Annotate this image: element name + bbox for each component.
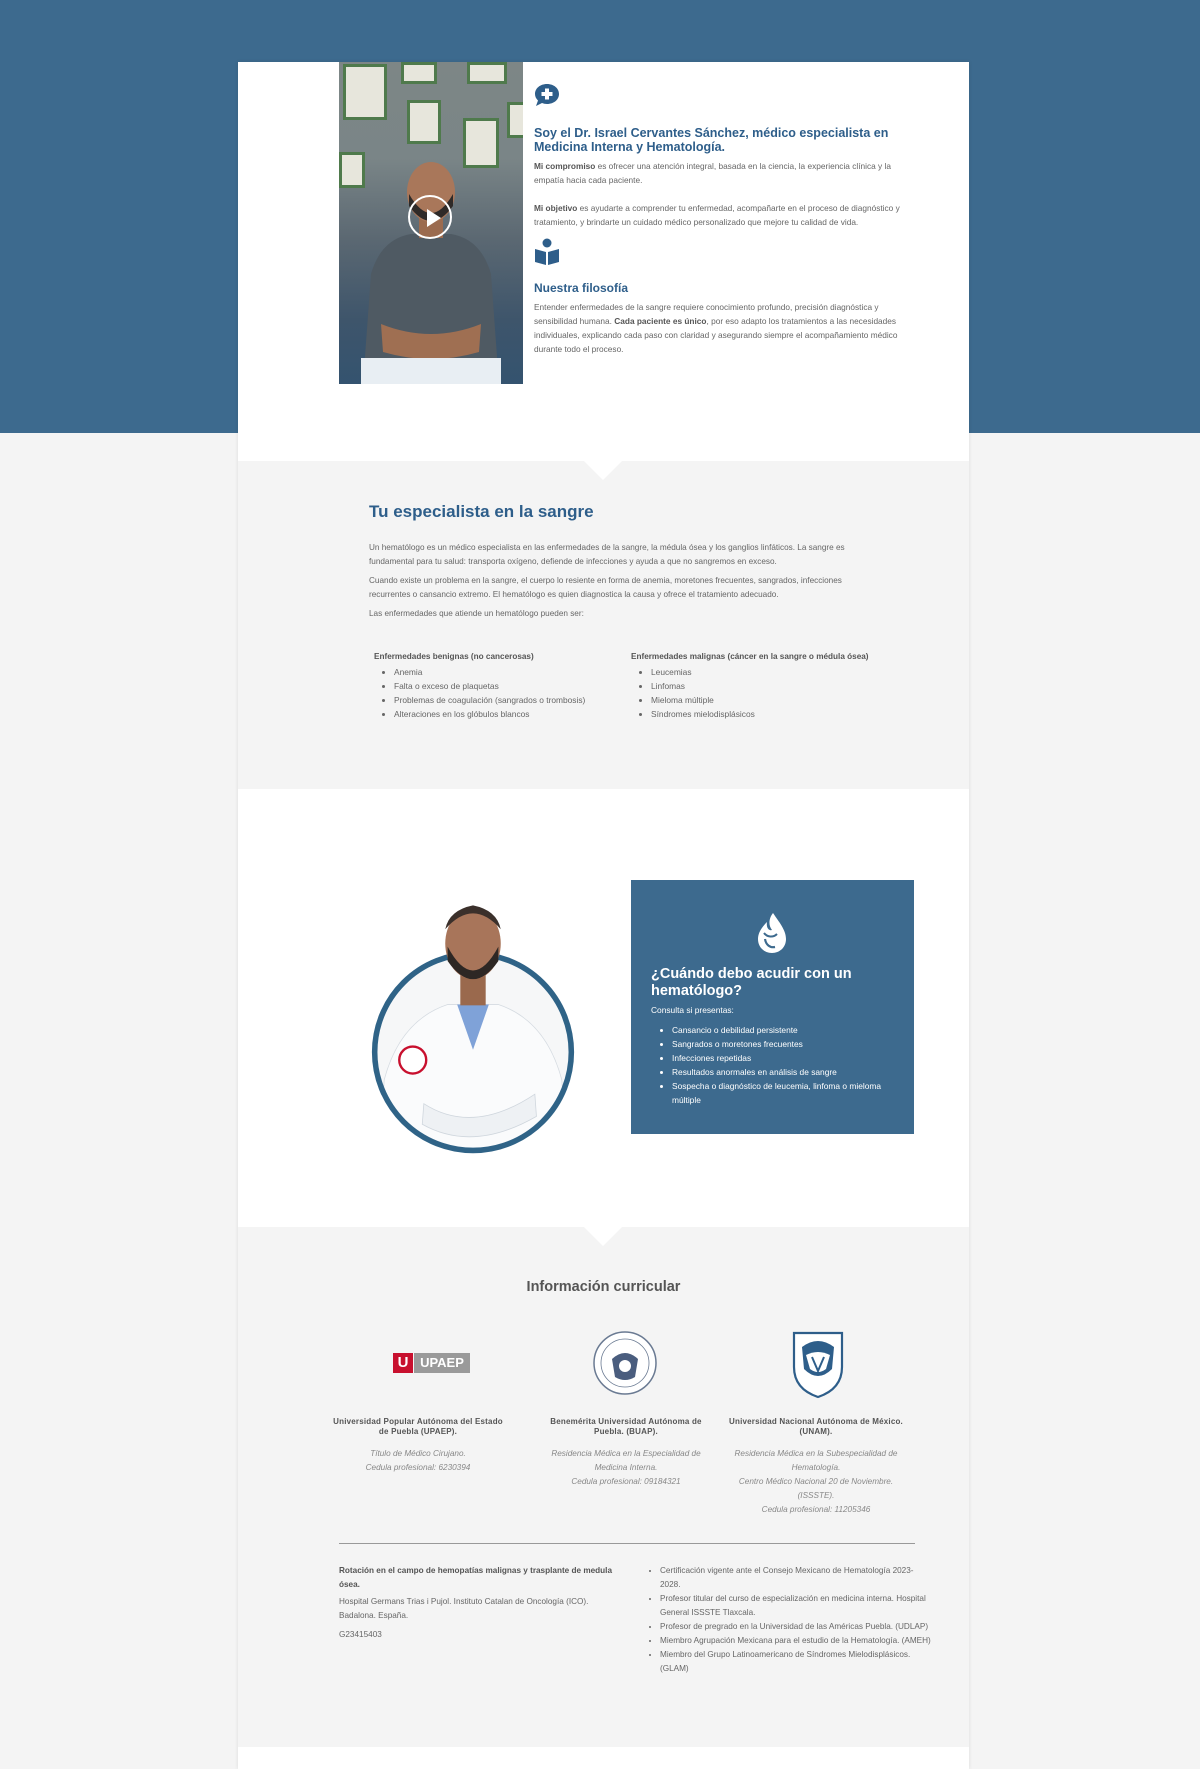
rotation-code: G23415403 <box>339 1630 382 1639</box>
hospital-text: Centro Médico Nacional 20 de Noviembre. (ISSSTE). <box>738 1477 894 1500</box>
list-item: • Profesor titular del curso de especialización en medicina interna. Hospital General ISSSTE Tlaxcala. <box>660 1592 932 1620</box>
book-reader-icon <box>534 238 560 266</box>
degree-text: Residencia Médica en la Subespecialidad de Hematología. <box>734 1449 898 1472</box>
university-name: Universidad Nacional Autónoma de México. (UNAM). <box>729 1417 903 1436</box>
philosophy-text: , por eso adapto los tratamientos a las necesidades individuales, explicando cada paso con claridad y asegurando siempre el acompañamiento médico durante todo el proceso. <box>534 316 898 354</box>
philosophy-paragraph <box>534 300 914 356</box>
list-item: • Certificación vigente ante el Consejo Mexicano de Hematología 2023-2028. <box>660 1564 932 1592</box>
doctor-intro-title: Soy el Dr. Israel Cervantes Sánchez, médico especialista en Medicina Interna y Hematología. <box>534 126 889 154</box>
university-detail <box>726 1447 906 1517</box>
list-item: • Anemia <box>394 665 624 679</box>
list-item: • Miembro Agrupación Mexicana para el estudio de la Hematología. (AMEH) <box>660 1634 932 1648</box>
when-to-visit-title: ¿Cuándo debo acudir con un hematólogo? <box>651 966 852 999</box>
list-item: • Problemas de coagulación (sangrados o trombosis) <box>394 693 624 707</box>
rotation-title: Rotación en el campo de hemopatías malignas y trasplante de medula ósea. <box>339 1566 612 1589</box>
upaep-logo <box>393 1353 470 1373</box>
objective-text: es ayudarte a comprender tu enfermedad, acompañarte en el proceso de diagnóstico y tratamiento, y brindarte un cuidado médico personalizado que mejore tu calidad de vida. <box>534 203 900 227</box>
list-item: • Miembro del Grupo Latinoamericano de Síndromes Mielodisplásicos. (GLAM) <box>660 1648 932 1676</box>
list-item: • Mieloma múltiple <box>651 693 881 707</box>
list-item: • Sospecha o diagnóstico de leucemia, linfoma o mieloma múltiple <box>672 1079 902 1107</box>
commitment-label: Mi compromiso <box>534 161 596 171</box>
malignant-list <box>629 665 881 721</box>
buap-seal <box>592 1329 658 1397</box>
university-detail <box>328 1447 508 1475</box>
symptom-list <box>651 1023 902 1107</box>
upaep-logo-mark: U <box>393 1353 413 1373</box>
curriculum-title: Información curricular <box>526 1279 681 1295</box>
wall-diploma <box>343 64 387 120</box>
list-item: • Falta o exceso de plaquetas <box>394 679 624 693</box>
wall-diploma <box>407 100 441 144</box>
license-text: Cedula profesional: 6230394 <box>365 1463 471 1472</box>
license-text: Cedula profesional: 09184321 <box>571 1477 681 1486</box>
university-detail <box>536 1447 716 1489</box>
specialist-paragraph: Un hematólogo es un médico especialista en las enfermedades de la sangre, la médula ósea y los ganglios linfáticos. La sangre es fundamental para tu salud: transporta oxígeno, defiende de infecciones y ayuda a que no sangremos en exceso. <box>369 543 845 566</box>
doctor-seated-photo <box>361 144 501 384</box>
university-card <box>726 1417 906 1517</box>
blood-drop-flame-icon <box>757 912 787 954</box>
university-card <box>328 1417 508 1475</box>
medical-chat-icon <box>534 83 560 107</box>
malignant-title: Enfermedades malignas (cáncer en la sangre o médula ósea) <box>631 652 869 661</box>
commitment-paragraph <box>534 159 914 187</box>
rotation-text: Hospital Germans Trias i Pujol. Instituto Catalan de Oncología (ICO). Badalona. España. <box>339 1597 589 1620</box>
list-item: • Cansancio o debilidad persistente <box>672 1023 902 1037</box>
when-to-visit-subtitle: Consulta si presentas: <box>651 1005 734 1015</box>
section-notch <box>584 1227 622 1246</box>
license-text: Cedula profesional: 11205346 <box>761 1505 871 1514</box>
degree-text: Título de Médico Cirujano. <box>370 1449 466 1458</box>
philosophy-bold: Cada paciente es único <box>614 316 707 326</box>
list-item: • Linfomas <box>651 679 881 693</box>
list-item: • Resultados anormales en análisis de sangre <box>672 1065 902 1079</box>
doctor-portrait <box>344 842 602 1156</box>
wall-diploma <box>401 62 437 84</box>
benign-list <box>372 665 624 721</box>
specialist-title: Tu especialista en la sangre <box>369 502 594 521</box>
divider <box>339 1543 915 1544</box>
list-item: • Síndromes mielodisplásicos <box>651 707 881 721</box>
wall-diploma <box>507 102 523 138</box>
list-item: • Alteraciones en los glóbulos blancos <box>394 707 624 721</box>
play-icon[interactable] <box>408 195 452 239</box>
specialist-paragraph: Las enfermedades que atiende un hematólogo pueden ser: <box>369 609 584 618</box>
objective-paragraph <box>534 201 914 229</box>
degree-text: Residencia Médica en la Especialidad de Medicina Interna. <box>551 1449 701 1472</box>
main-card <box>238 62 969 1769</box>
upaep-logo-text: UPAEP <box>414 1353 470 1373</box>
section-notch <box>584 461 622 480</box>
unam-crest <box>788 1327 848 1399</box>
when-to-visit-box <box>631 880 914 1134</box>
university-name: Universidad Popular Autónoma del Estado de Puebla (UPAEP). <box>333 1417 503 1436</box>
philosophy-title: Nuestra filosofía <box>534 281 629 295</box>
list-item: • Sangrados o moretones frecuentes <box>672 1037 902 1051</box>
specialist-section <box>238 461 969 789</box>
list-item: • Leucemias <box>651 665 881 679</box>
commitment-text: es ofrecer una atención integral, basada en la ciencia, la experiencia clínica y la empatía hacia cada paciente. <box>534 161 891 185</box>
list-item: • Profesor de pregrado en la Universidad de las Américas Puebla. (UDLAP) <box>660 1620 932 1634</box>
list-item: • Infecciones repetidas <box>672 1051 902 1065</box>
philosophy-text: Entender enfermedades de la sangre requiere conocimiento profundo, precisión diagnóstica y sensibilidad humana. <box>534 302 879 326</box>
certification-list <box>640 1564 932 1676</box>
university-card <box>536 1417 716 1489</box>
objective-label: Mi objetivo <box>534 203 578 213</box>
specialist-paragraph: Cuando existe un problema en la sangre, el cuerpo lo resiente en forma de anemia, moretones frecuentes, sangrados, infecciones recurrentes o cansancio extremo. El hematólogo es quien diagnostica la causa y ofrece el tratamiento adecuado. <box>369 576 842 599</box>
video-thumbnail[interactable] <box>339 62 523 384</box>
wall-diploma <box>467 62 507 84</box>
university-name: Benemérita Universidad Autónoma de Puebla. (BUAP). <box>550 1417 702 1436</box>
benign-title: Enfermedades benignas (no cancerosas) <box>374 652 534 661</box>
